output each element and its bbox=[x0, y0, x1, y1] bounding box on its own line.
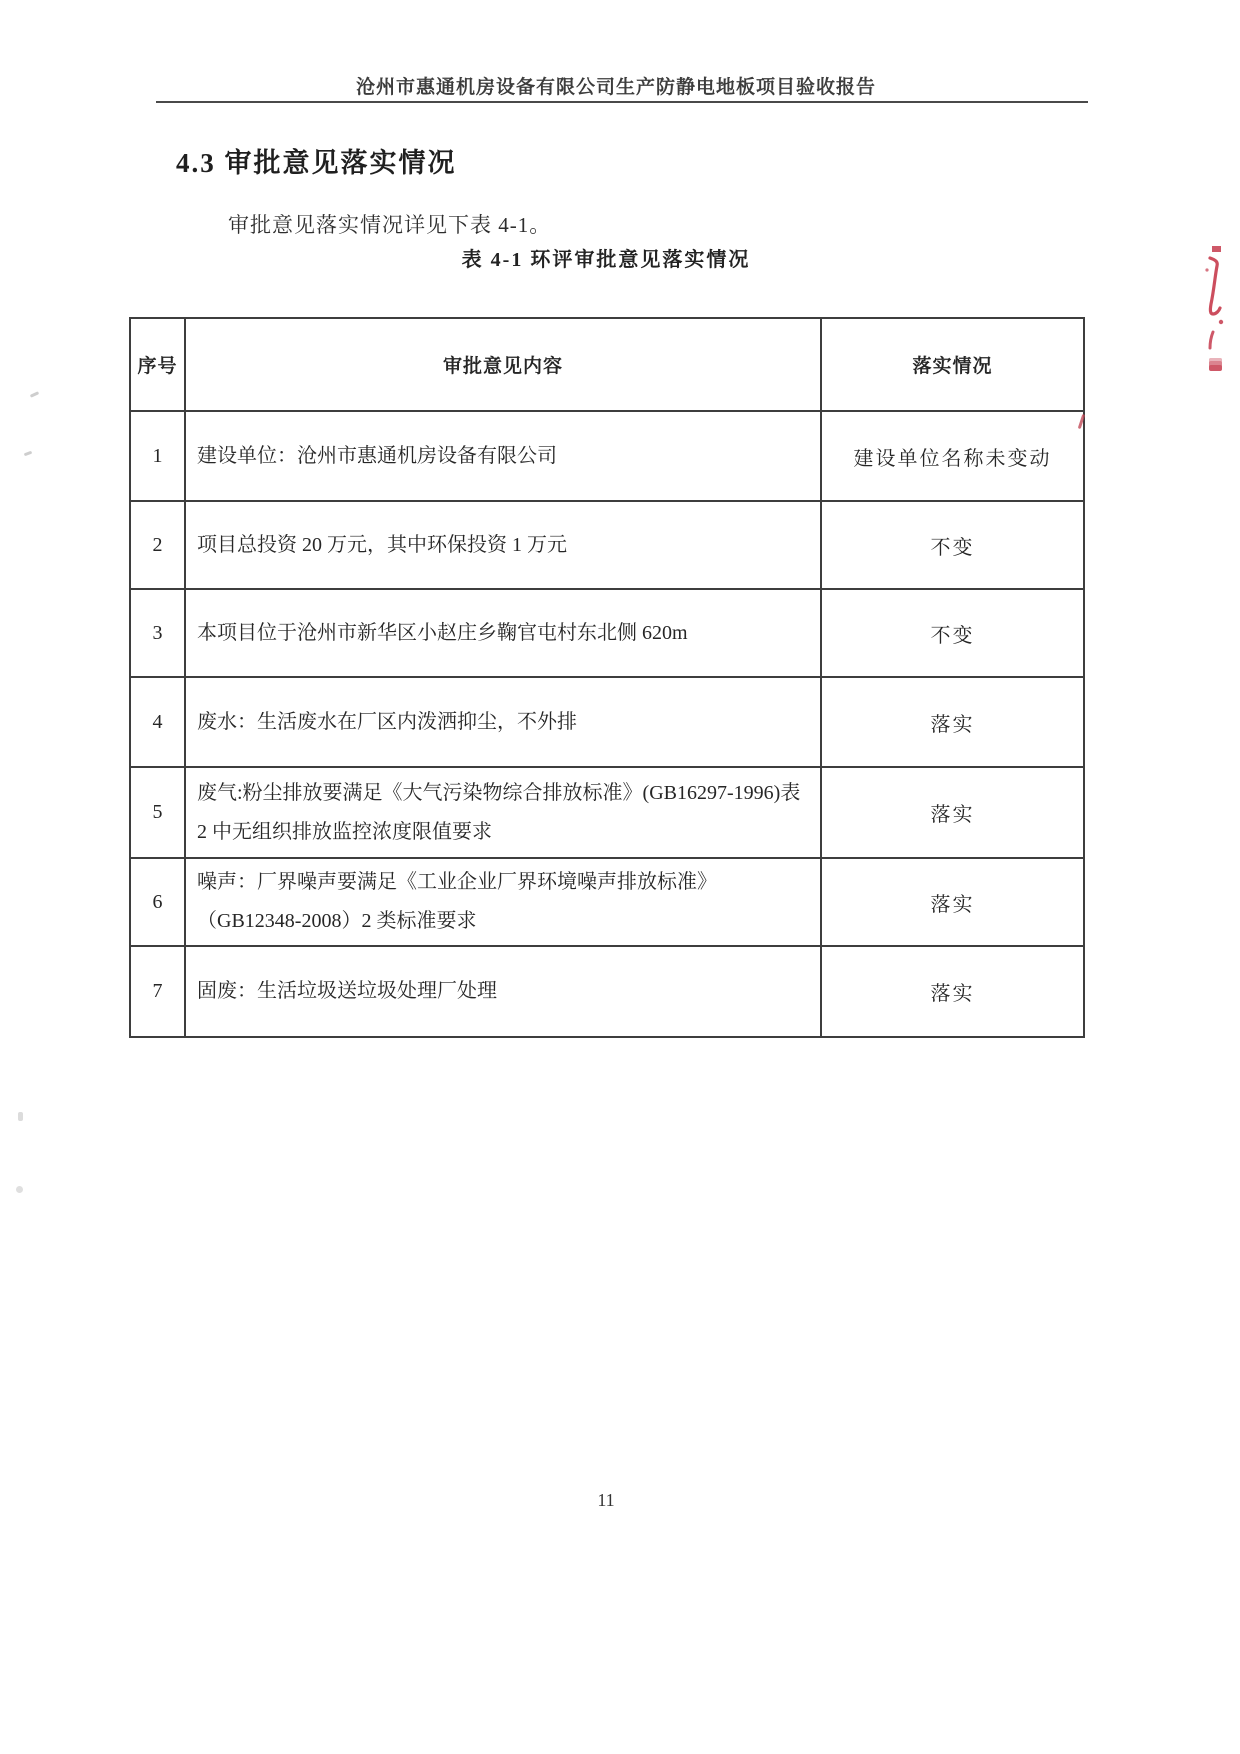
intro-text: 审批意见落实情况详见下表 4-1。 bbox=[228, 213, 552, 237]
stamp-blob-icon bbox=[1209, 358, 1222, 371]
status-cell: 建设单位名称未变动 bbox=[821, 411, 1084, 501]
table-row bbox=[130, 858, 1084, 946]
table-row bbox=[130, 767, 1084, 858]
scan-speck bbox=[24, 451, 33, 457]
row-number-cell: 1 bbox=[130, 411, 185, 501]
status-cell: 落实 bbox=[821, 946, 1084, 1037]
table-row bbox=[130, 411, 1084, 501]
opinion-content-cell: 废水：生活废水在厂区内泼洒抑尘，不外排 bbox=[185, 677, 821, 767]
scan-speck bbox=[16, 1186, 23, 1193]
status-cell: 不变 bbox=[821, 501, 1084, 589]
col-no-header: 序号 bbox=[130, 318, 185, 411]
row-number-cell: 5 bbox=[130, 767, 185, 858]
scan-speck bbox=[18, 1112, 23, 1121]
doc-header-title: 沧州市惠通机房设备有限公司生产防静电地板项目验收报告 bbox=[355, 77, 876, 98]
table-row bbox=[130, 677, 1084, 767]
scan-speck bbox=[30, 391, 39, 398]
section-heading: 4.3 审批意见落实情况 bbox=[176, 148, 457, 178]
opinion-content-cell: 本项目位于沧州市新华区小赵庄乡鞠官屯村东北侧 620m bbox=[185, 589, 821, 677]
col-status-header: 落实情况 bbox=[821, 318, 1084, 411]
header-rule bbox=[156, 101, 1088, 103]
approval-table bbox=[129, 317, 1085, 1038]
row-number-cell: 3 bbox=[130, 589, 185, 677]
row-number-cell: 4 bbox=[130, 677, 185, 767]
stamp-fragment-icon bbox=[1194, 244, 1228, 341]
table-header-row bbox=[130, 318, 1084, 411]
table-row bbox=[130, 589, 1084, 677]
col-content-header: 审批意见内容 bbox=[185, 318, 821, 411]
opinion-content-cell: 废气:粉尘排放要满足《大气污染物综合排放标准》(GB16297-1996)表 2 中无组织排放监控浓度限值要求 bbox=[185, 767, 821, 858]
row-number-cell: 2 bbox=[130, 501, 185, 589]
status-cell: 落实 bbox=[821, 767, 1084, 858]
row-number-cell: 6 bbox=[130, 858, 185, 946]
stamp-tick-icon bbox=[1205, 330, 1219, 355]
table-row bbox=[130, 946, 1084, 1037]
row-number-cell: 7 bbox=[130, 946, 185, 1037]
table-caption: 表 4-1 环评审批意见落实情况 bbox=[461, 249, 751, 271]
opinion-content-cell: 固废：生活垃圾送垃圾处理厂处理 bbox=[185, 946, 821, 1037]
status-cell: 落实 bbox=[821, 858, 1084, 946]
status-cell: 不变 bbox=[821, 589, 1084, 677]
opinion-content-cell: 噪声：厂界噪声要满足《工业企业厂界环境噪声排放标准》（GB12348-2008）2 类标准要求 bbox=[185, 858, 821, 946]
opinion-content-cell: 建设单位：沧州市惠通机房设备有限公司 bbox=[185, 411, 821, 501]
status-cell: 落实 bbox=[821, 677, 1084, 767]
table-row bbox=[130, 501, 1084, 589]
page-number: 11 bbox=[597, 1490, 615, 1510]
opinion-content-cell: 项目总投资 20 万元，其中环保投资 1 万元 bbox=[185, 501, 821, 589]
